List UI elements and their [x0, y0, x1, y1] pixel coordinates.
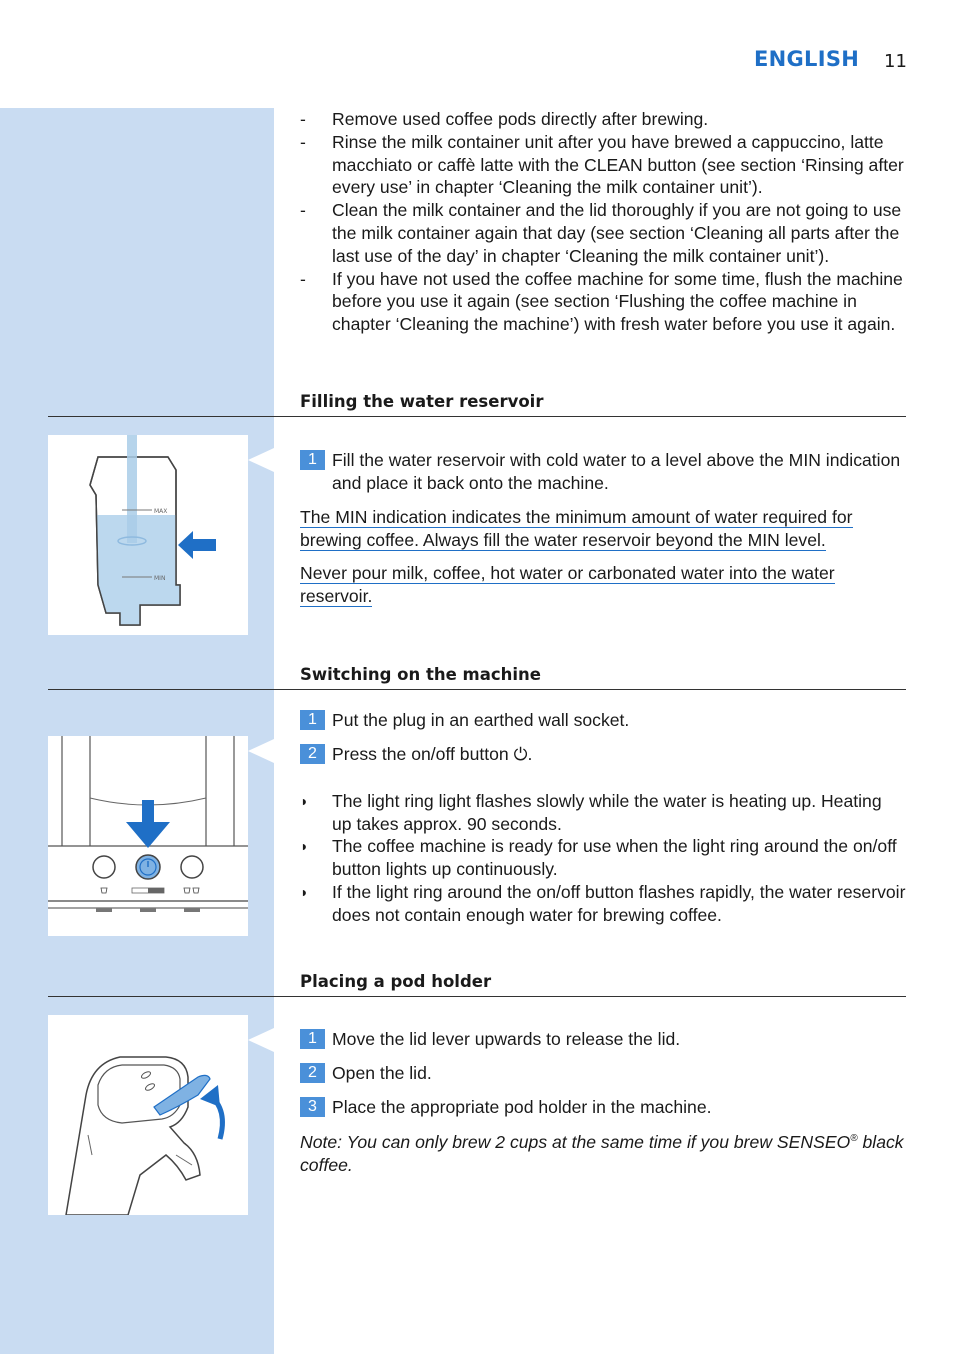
arrow-down-icon	[126, 800, 170, 848]
language-header: ENGLISH	[754, 47, 860, 71]
arrow-left-icon	[178, 531, 216, 559]
page-number: 11	[884, 51, 907, 72]
step-number: 2	[300, 1063, 325, 1083]
section-title-switching-on: Switching on the machine	[300, 665, 541, 684]
step-number: 1	[300, 450, 325, 470]
step-text: Place the appropriate pod holder in the machine.	[332, 1097, 712, 1117]
list-item: - If you have not used the coffee machine for some time, flush the machine before you use it again (see section ‘Flushing the coffee machine in chapter ‘Cleaning the machine’) with fresh water before you use it again.	[300, 268, 903, 335]
one-cup-button-icon	[93, 856, 115, 878]
water-reservoir-illustration	[48, 435, 248, 635]
step-text: Put the plug in an earthed wall socket.	[332, 710, 630, 730]
note-two-cups: Note: You can only brew 2 cups at the same time if you brew SENSEO® black coffee.	[300, 1132, 904, 1175]
section-title-filling-water: Filling the water reservoir	[300, 392, 544, 411]
result-marker-icon: ◗	[300, 884, 309, 900]
step-plug-in	[300, 709, 906, 732]
two-cup-button-icon	[181, 856, 203, 878]
step-text: Fill the water reservoir with cold water to a level above the MIN indication and place it back onto the machine.	[332, 450, 901, 493]
list-item: - Remove used coffee pods directly after brewing.	[300, 109, 709, 129]
step-number: 1	[300, 1029, 325, 1049]
list-item: - Clean the milk container and the lid thoroughly if you are not going to use the milk container again that day (see section ‘Cleaning all parts after the last use of the day’ in chapter ‘Cleaning the milk container unit’).	[300, 200, 902, 266]
lid-lever-drawing	[48, 1015, 248, 1215]
result-light-flashes-slowly: ◗ The light ring light flashes slowly while the water is heating up. Heating up takes approx. 90 seconds.	[300, 791, 882, 834]
callout-pointer	[248, 1028, 274, 1052]
warning-never-pour: Never pour milk, coffee, hot water or carbonated water into the water reservoir.	[300, 563, 835, 606]
step-number: 1	[300, 710, 325, 730]
step-text: Move the lid lever upwards to release the lid.	[332, 1029, 681, 1049]
min-level-label: MIN	[154, 575, 166, 582]
step-text: Press the on/off button ⏻.	[332, 744, 533, 764]
section-divider	[48, 416, 906, 417]
step-number: 2	[300, 744, 325, 764]
section-divider	[48, 996, 906, 997]
result-machine-ready: ◗ The coffee machine is ready for use when the light ring around the on/off button lights up continuously.	[300, 836, 897, 879]
callout-pointer	[248, 448, 274, 472]
lid-lever-illustration	[48, 1015, 248, 1215]
intro-bullet-list	[300, 108, 906, 336]
result-marker-icon: ◗	[300, 793, 309, 809]
warning-min-indication: The MIN indication indicates the minimum amount of water required for brewing coffee. Always fill the water reservoir beyond the MIN level.	[300, 507, 853, 550]
result-light-flashes-rapidly: ◗ If the light ring around the on/off button flashes rapidly, the water reservoir does not contain enough water for brewing coffee.	[300, 882, 906, 925]
step-open-lid	[300, 1062, 906, 1085]
callout-pointer	[248, 739, 274, 763]
water-reservoir-drawing	[48, 435, 248, 635]
step-press-power	[300, 743, 906, 766]
machine-front-drawing	[48, 736, 248, 936]
step-fill-reservoir	[300, 449, 906, 495]
section-divider	[48, 689, 906, 690]
step-move-lid-lever	[300, 1028, 906, 1051]
step-place-pod-holder	[300, 1096, 906, 1119]
step-text: Open the lid.	[332, 1063, 432, 1083]
section-title-placing-pod-holder: Placing a pod holder	[300, 972, 492, 991]
machine-front-illustration	[48, 736, 248, 936]
result-marker-icon: ◗	[300, 838, 309, 854]
step-number: 3	[300, 1097, 325, 1117]
list-item: - Rinse the milk container unit after you have brewed a cappuccino, latte macchiato or caffè latte with the CLEAN button (see section ‘Rinsing after every use’ in chapter ‘Cleaning the milk container unit’).	[300, 131, 904, 198]
max-level-label: MAX	[154, 508, 168, 515]
